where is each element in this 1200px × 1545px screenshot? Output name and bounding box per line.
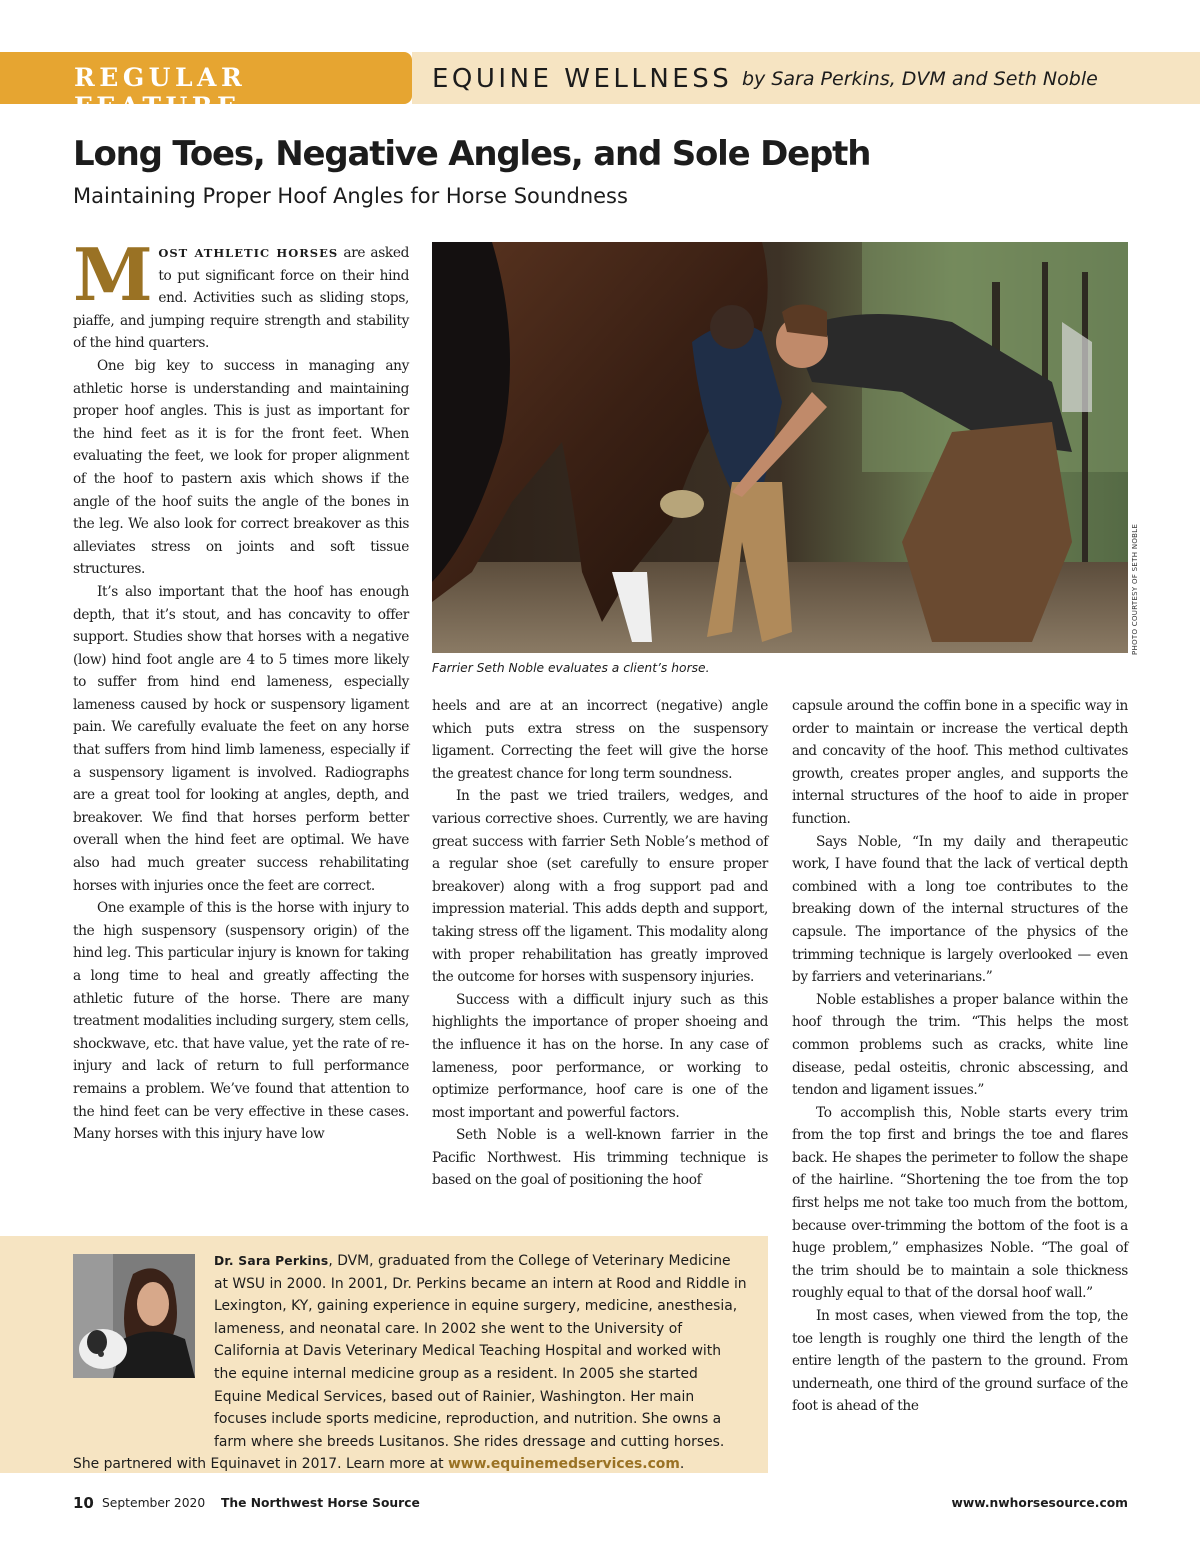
feature-tab	[0, 52, 412, 121]
article-title: Long Toes, Negative Angles, and Sole Depth	[73, 134, 871, 174]
paragraph: In the past we tried trailers, wedges, and various corrective shoes. Currently, we are having great success with farrier Seth Noble’s method of a regular shoe (set carefully to ensure proper breakover) along with a frog support pad and impression material. This adds depth and support, taking stress off the ligament. This modality along with proper rehabilitation has greatly improved the outcome for horses with suspensory injuries.	[432, 788, 768, 986]
photo-caption: Farrier Seth Noble evaluates a client’s horse.	[432, 661, 710, 675]
paragraph: Says Noble, “In my daily and therapeutic work, I have found that the lack of vertical depth combined with a long toe contributes to the breaking down of the internal structures of the capsule. The importance of the physics of the trimming technique is largely overlooked — even by farriers and veterinarians.”	[792, 833, 1128, 986]
publication-name: The Northwest Horse Source	[221, 1496, 420, 1510]
article-column-3	[792, 695, 1128, 1418]
article-subtitle: Maintaining Proper Hoof Angles for Horse Soundness	[73, 184, 628, 208]
bio-photo-spacer	[73, 1250, 214, 1450]
paragraph-text: are asked to put significant force on their hind end. Activities such as sliding stops, piaffe, and jumping require strength and stability of the hind quarters.	[73, 245, 409, 352]
bio-end: .	[679, 1456, 685, 1473]
paragraph: Seth Noble is a well-known farrier in the Pacific Northwest. His trimming technique is based on the goal of positioning the hoof	[432, 1127, 768, 1189]
bio-website-link[interactable]: www.equinemedservices.com	[447, 1456, 680, 1473]
byline: by Sara Perkins, DVM and Seth Noble	[742, 68, 1098, 90]
page-number: 10	[73, 1494, 94, 1512]
paragraph	[73, 232, 409, 355]
issue-date: September 2020	[102, 1496, 206, 1510]
article-column-1	[73, 232, 409, 1146]
bio-author-name: Dr. Sara Perkins	[214, 1254, 329, 1268]
article-column-2	[432, 695, 768, 1192]
paragraph: Success with a difficult injury such as this highlights the importance of proper shoeing and the influence it has on the horse. In any case of lameness, poor performance, or working to optimize performance, hoof care is one of the most important and powerful factors.	[432, 991, 768, 1121]
paragraph: One example of this is the horse with injury to the high suspensory (suspensory origin) of the hind leg. This particular injury is known for taking a long time to heal and greatly affecting the athletic future of the horse. There are many treatment modalities including surgery, stem cells, shockwave, etc. that have value, yet the rate of re-injury and lack of return to full performance remains a problem. We’ve found that attention to the hind feet can be very effective in these cases. Many horses with this injury have low	[73, 900, 409, 1143]
feature-tab-label: REGULAR FEATURE	[74, 63, 247, 121]
lead-in: OST ATHLETIC HORSES	[158, 246, 339, 260]
farrier-photo-illustration	[432, 242, 1128, 653]
paragraph: capsule around the coffin bone in a specific way in order to maintain or increase the vertical depth and concavity of the hoof. This method cultivates growth, creates proper angles, and supports the internal structures of the hoof to aide in proper function.	[792, 698, 1128, 827]
drop-cap: M	[73, 232, 153, 317]
article-photo	[432, 242, 1128, 653]
bio-text: , DVM, graduated from the College of Veterinary Medicine at WSU in 2000. In 2001, Dr. Perkins became an intern at Rood and Riddle in Lexington, KY, gaining experience in equine surgery, medicine, anesthesia, lameness, and neonatal care. In 2002 she went to the University of California at Davis Veterinary Medical Teaching Hospital and worked with the equine internal medicine group as a resident. In 2005 she started Equine Medical Services, based out of Rainier, Washington. Her main focuses include sports medicine, reproduction, and nutrition. She owns a farm where she breeds Lusitanos. She rides dressage and cutting horses. She partnered with Equinavet in 2017. Learn more at	[73, 1253, 747, 1473]
photo-credit: PHOTO COURTESY OF SETH NOBLE	[1131, 523, 1139, 655]
paragraph: In most cases, when viewed from the top, the toe length is roughly one third the length of the entire length of the pastern to the ground. From underneath, one third of the ground surface of the foot is ahead of the	[792, 1308, 1128, 1415]
footer-url[interactable]: www.nwhorsesource.com	[951, 1496, 1128, 1510]
paragraph: One big key to success in managing any athletic horse is understanding and maintaining proper hoof angles. This is just as important for the hind feet as it is for the front feet. When evaluating the feet, we look for proper alignment of the hoof to pastern axis which shows if the angle of the hoof suits the angle of the bones in the leg. We also look for correct breakover as this alleviates stress on joints and soft tissue structures.	[73, 357, 409, 578]
section-title: EQUINE WELLNESS	[432, 64, 733, 94]
paragraph: heels and are at an incorrect (negative) angle which puts extra stress on the suspensory ligament. Correcting the feet will give the horse the greatest chance for long term soundness.	[432, 698, 768, 782]
paragraph: It’s also important that the hoof has enough depth, that it’s stout, and has concavity to offer support. Studies show that horses with a negative (low) hind foot angle are 4 to 5 times more likely to suffer from hind end lameness, especially lameness caused by hock or suspensory ligament pain. We carefully evaluate the feet on any horse that suffers from hind limb lameness, especially if a suspensory ligament is involved. Radiographs are a great tool for looking at angles, depth, and breakover. We find that horses perform better overall when the hind feet are optimal. We have also had much greater success rehabilitating horses with injuries once the feet are correct.	[73, 583, 409, 894]
author-bio	[73, 1250, 748, 1476]
paragraph: Noble establishes a proper balance within the hoof through the trim. “This helps the most common problems such as cracks, white line disease, pedal osteitis, chronic abscessing, and tendon and ligament issues.”	[792, 991, 1128, 1099]
paragraph: To accomplish this, Noble starts every trim from the top first and brings the toe and flares back. He shapes the perimeter to follow the shape of the hairline. “Shortening the toe from the top first helps me not take too much from the bottom, because over-trimming the bottom of the foot is a huge problem,” emphasizes Noble. “The goal of the trim should be to maintain a sole thickness roughly equal to that of the dorsal hoof wall.”	[792, 1104, 1128, 1302]
